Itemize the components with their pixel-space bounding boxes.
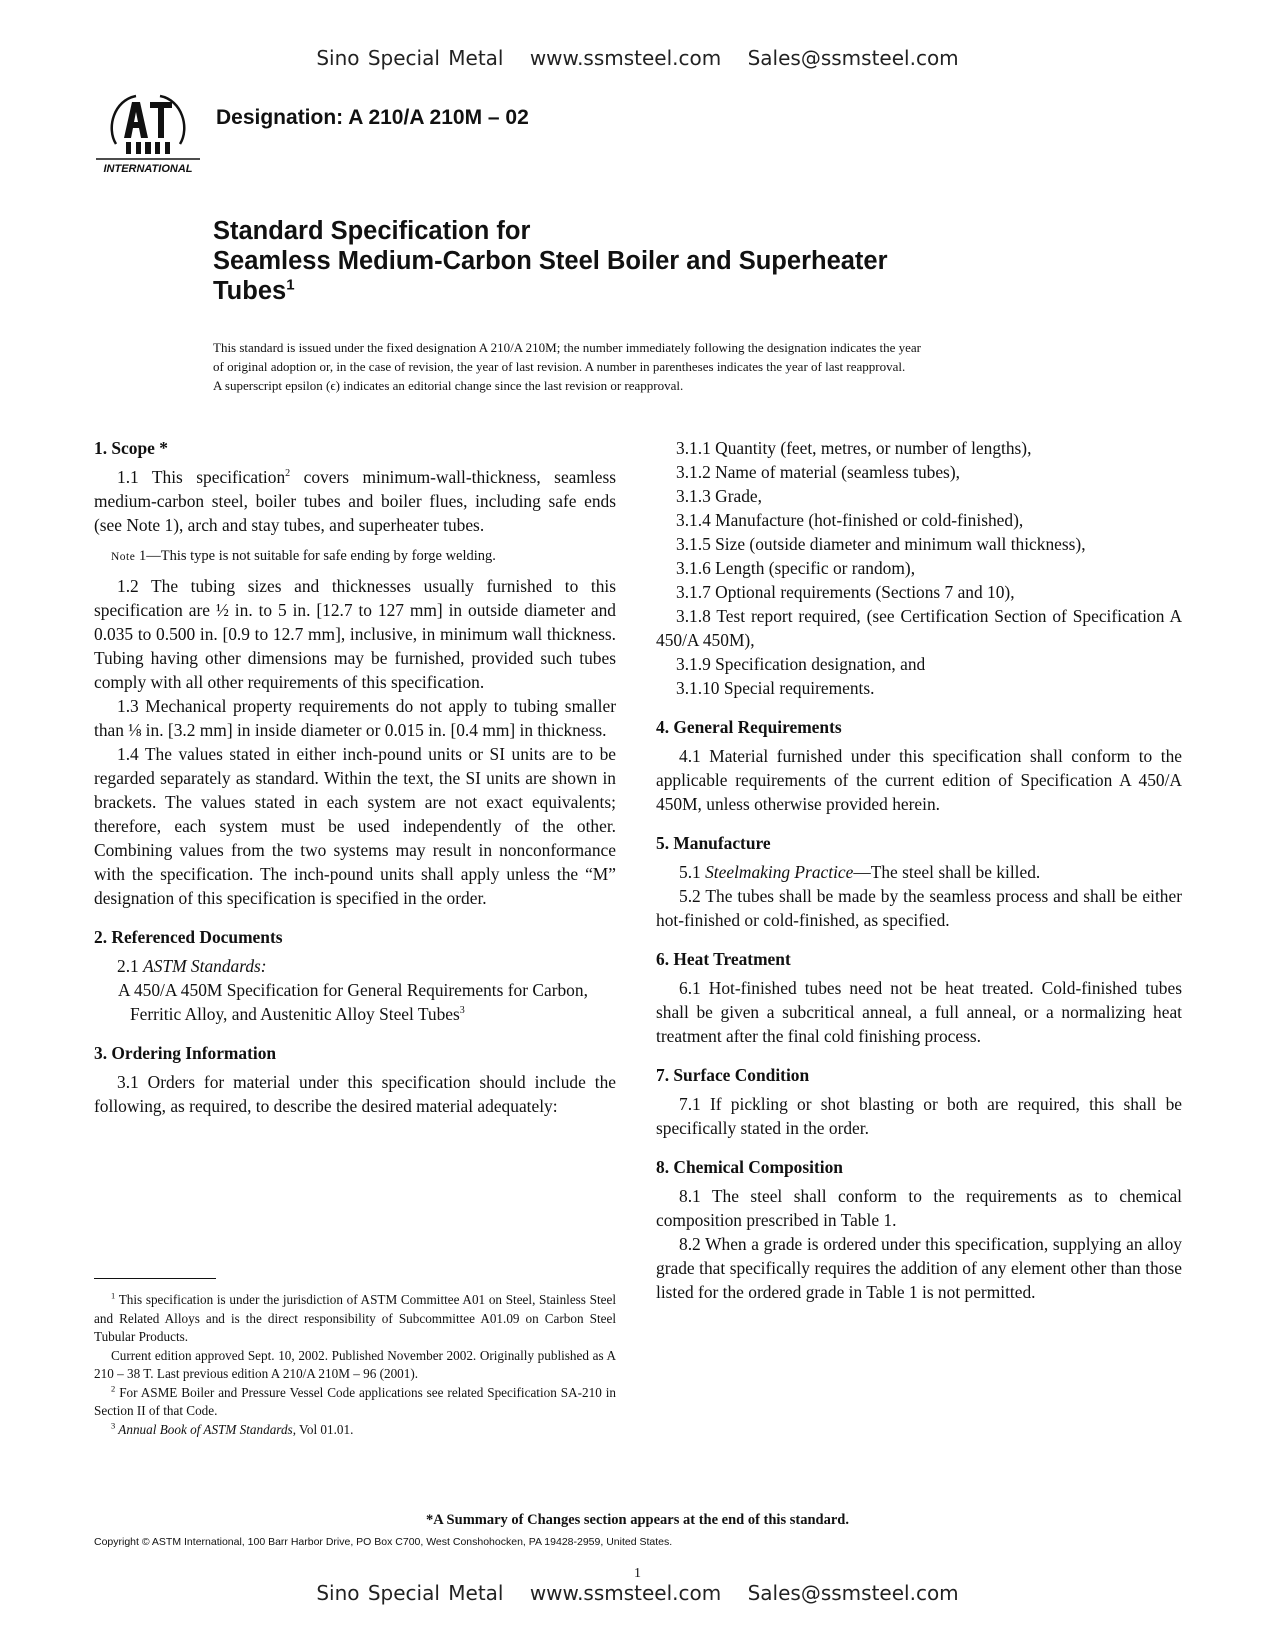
left-column bbox=[94, 436, 616, 1118]
designation: Designation: A 210/A 210M – 02 bbox=[216, 106, 529, 129]
footnote-ref-2: 2 bbox=[285, 468, 291, 480]
section-heading-chemical-composition: 8. Chemical Composition bbox=[656, 1157, 843, 1177]
issuance-notice bbox=[213, 338, 1073, 395]
section-heading-heat-treatment: 6. Heat Treatment bbox=[656, 949, 791, 969]
paragraph-8-2: 8.2 When a grade is ordered under this specification, supplying an alloy grade that specifically requires the addition of any element other than those listed for the ordered grade in Table 1 is not permitted. bbox=[656, 1234, 1182, 1302]
footnote-1-continued: Current edition approved Sept. 10, 2002. Published November 2002. Originally published as A 210 – 38 T. Last previous edition A 210/A 210M – 96 (2001). bbox=[94, 1347, 616, 1381]
paragraph-5-1: 5.1 Steelmaking Practice—The steel shall be killed. bbox=[679, 862, 1041, 882]
list-item: 3.1.8 Test report required, (see Certification Section of Specification A 450/A 450M), bbox=[656, 606, 1182, 650]
section-heading-ordering-information: 3. Ordering Information bbox=[94, 1043, 277, 1063]
banner-website: www.ssmsteel.com bbox=[529, 46, 722, 70]
title-line-1: Standard Specification for bbox=[213, 217, 531, 245]
paragraph-1-1: 1.1 This specification$^2$ covers minimum-wall-thickness, seamless medium-carbon steel, boiler tubes and boiler flues, including safe ends (see Note 1), arch and stay tubes, and superheater tubes. bbox=[94, 467, 616, 535]
list-item: 3.1.4 Manufacture (hot-finished or cold-finished), bbox=[676, 510, 1024, 530]
list-item: 3.1.10 Special requirements. bbox=[676, 678, 875, 698]
banner-website: www.ssmsteel.com bbox=[529, 1581, 722, 1605]
title-line-3: Tubes bbox=[213, 277, 287, 305]
footnote-2: $^2$ For ASME Boiler and Pressure Vessel Code applications see related Specification SA-210 in Section II of that Code. bbox=[94, 1383, 616, 1418]
footnote-1: $^1$ This specification is under the jurisdiction of ASTM Committee A01 on Steel, Stainless Steel and Related Alloys and is the direct responsibility of Subcommittee A01.09 on Carbon Steel Tubular Products. bbox=[94, 1290, 616, 1344]
logo-text: INTERNATIONAL bbox=[103, 163, 193, 175]
note-1: Note 1—This type is not suitable for safe ending by forge welding. bbox=[111, 548, 496, 564]
title-line-2: Seamless Medium-Carbon Steel Boiler and Superheater bbox=[213, 247, 888, 275]
paragraph-1-3: 1.3 Mechanical property requirements do not apply to tubing smaller than ⅛ in. [3.2 mm] in inside diameter or 0.015 in. [0.4 mm] in thickness. bbox=[94, 696, 616, 740]
notice-line-1: This standard is issued under the fixed designation A 210/A 210M; the number immediately following the designation indicates the year bbox=[213, 340, 922, 355]
footnote-3: $^3$ Annual Book of ASTM Standards, Vol 01.01. bbox=[111, 1420, 354, 1437]
referenced-standard: A 450/A 450M Specification for General Requirements for Carbon, Ferritic Alloy, and Austenitic Alloy Steel Tubes$^3$ bbox=[118, 980, 588, 1024]
section-heading-general-requirements: 4. General Requirements bbox=[656, 717, 842, 737]
list-item: 3.1.3 Grade, bbox=[676, 486, 762, 506]
footnote-ref-3: 3 bbox=[459, 1005, 465, 1017]
paragraph-1-2: 1.2 The tubing sizes and thicknesses usually furnished to this specification are ½ in. to 5 in. [12.7 to 127 mm] in outside diameter and 0.035 to 0.500 in. [0.9 to 12.7 mm], inclusive, in minimum wall thickness. Tubing having other dimensions may be furnished, provided such tubes comply with all other requirements of this specification. bbox=[94, 576, 616, 692]
section-heading-scope: 1. Scope * bbox=[94, 438, 168, 458]
paragraph-6-1: 6.1 Hot-finished tubes need not be heat treated. Cold-finished tubes shall be given a subcritical anneal, a full anneal, or a normalizing heat treatment after the final cold finishing process. bbox=[656, 978, 1182, 1046]
summary-of-changes-notice: *A Summary of Changes section appears at the end of this standard. bbox=[426, 1512, 849, 1528]
banner-email: Sales@ssmsteel.com bbox=[747, 1581, 959, 1605]
paragraph-2-1: 2.1 ASTM Standards: bbox=[117, 956, 267, 976]
list-item: 3.1.6 Length (specific or random), bbox=[676, 558, 916, 578]
paragraph-3-1: 3.1 Orders for material under this specification should include the following, as required, to describe the desired material adequately: bbox=[94, 1072, 616, 1116]
footnotes bbox=[94, 1291, 616, 1439]
title-footnote-mark: 1 bbox=[286, 276, 295, 294]
document-title bbox=[213, 216, 1113, 306]
list-item: 3.1.9 Specification designation, and bbox=[676, 654, 926, 674]
watermark-banner-top bbox=[0, 46, 1275, 70]
section-heading-surface-condition: 7. Surface Condition bbox=[656, 1065, 810, 1085]
paragraph-7-1: 7.1 If pickling or shot blasting or both are required, this shall be specifically stated in the order. bbox=[656, 1094, 1182, 1138]
notice-line-2: of original adoption or, in the case of revision, the year of last revision. A number in parentheses indicates the year of last reapproval. bbox=[213, 359, 906, 374]
copyright-line: Copyright © ASTM International, 100 Barr Harbor Drive, PO Box C700, West Conshohocken, PA 19428-2959, United States. bbox=[94, 1536, 673, 1548]
banner-company: Sino Special Metal bbox=[316, 1581, 504, 1605]
list-item: 3.1.1 Quantity (feet, metres, or number of lengths), bbox=[676, 438, 1032, 458]
note-label: Note bbox=[111, 551, 136, 563]
notice-line-3: A superscript epsilon (ϵ) indicates an editorial change since the last revision or reapproval. bbox=[213, 378, 684, 393]
section-heading-manufacture: 5. Manufacture bbox=[656, 833, 771, 853]
section-heading-referenced-documents: 2. Referenced Documents bbox=[94, 927, 283, 947]
banner-email: Sales@ssmsteel.com bbox=[747, 46, 959, 70]
watermark-banner-bottom bbox=[0, 1581, 1275, 1605]
list-item: 3.1.7 Optional requirements (Sections 7 and 10), bbox=[676, 582, 1015, 602]
paragraph-8-1: 8.1 The steel shall conform to the requirements as to chemical composition prescribed in Table 1. bbox=[656, 1186, 1182, 1230]
list-item: 3.1.5 Size (outside diameter and minimum wall thickness), bbox=[676, 534, 1086, 554]
paragraph-1-4: 1.4 The values stated in either inch-pound units or SI units are to be regarded separately as standard. Within the text, the SI units are shown in brackets. The values stated in each system are not exact equivalents; therefore, each system must be used independently of the other. Combining values from the two systems may result in nonconformance with the specification. The inch-pound units shall apply unless the “M” designation of this specification is specified in the order. bbox=[94, 744, 616, 908]
paragraph-4-1: 4.1 Material furnished under this specification shall conform to the applicable requirements of the current edition of Specification A 450/A 450M, unless otherwise provided herein. bbox=[656, 746, 1182, 814]
astm-logo bbox=[96, 88, 200, 180]
list-item: 3.1.2 Name of material (seamless tubes), bbox=[676, 462, 960, 482]
paragraph-5-2: 5.2 The tubes shall be made by the seamless process and shall be either hot-finished or cold-finished, as specified. bbox=[656, 886, 1182, 930]
page-number: 1 bbox=[634, 1566, 641, 1581]
footnote-divider bbox=[94, 1278, 216, 1279]
banner-company: Sino Special Metal bbox=[316, 46, 504, 70]
right-column bbox=[656, 436, 1182, 1304]
